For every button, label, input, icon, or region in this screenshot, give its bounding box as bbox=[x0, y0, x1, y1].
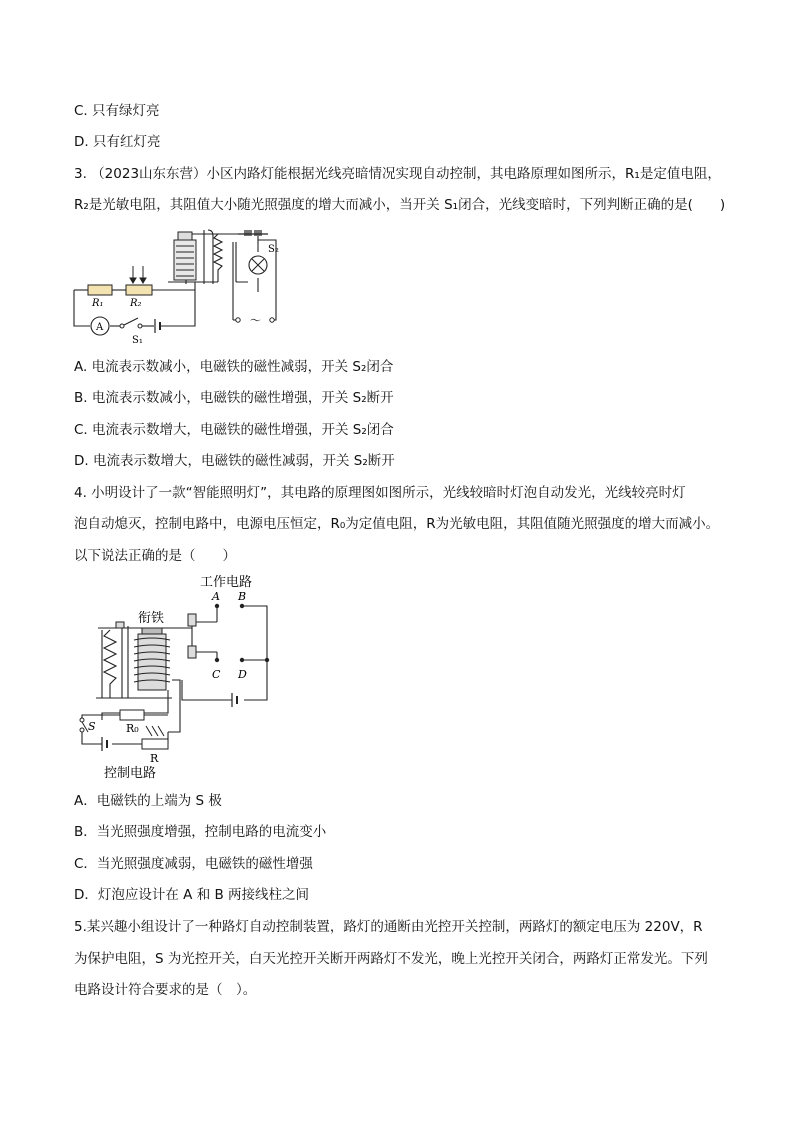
question-4-line-3: 以下说法正确的是（ ） bbox=[74, 548, 236, 564]
question-4-option-c: C．当光照强度减弱，电磁铁的磁性增强 bbox=[74, 856, 313, 872]
armature-label: 衔铁 bbox=[138, 611, 165, 626]
question-3-option-d: D. 电流表示数增大，电磁铁的磁性减弱，开关 S₂断开 bbox=[74, 453, 395, 469]
ammeter-label: A bbox=[96, 322, 104, 333]
question-3-option-b: B. 电流表示数减小，电磁铁的磁性增强，开关 S₂断开 bbox=[74, 390, 394, 406]
s2-label: S₂ bbox=[268, 244, 279, 255]
question-4-line-1: 4. 小明设计了一款“智能照明灯”，其电路的原理图如图所示，光线较暗时灯泡自动发光，光线较亮时灯 bbox=[74, 485, 686, 501]
question-5-line-1: 5.某兴趣小组设计了一种路灯自动控制装置，路灯的通断由光控开关控制，两路灯的额定电压为 220V，R bbox=[74, 919, 703, 935]
switch-s-label: S bbox=[88, 720, 96, 733]
question-3-line-2: R₂是光敏电阻，其阻值大小随光照强度的增大而减小，当开关 S₁闭合，光线变暗时，下列判断正确的是( ) bbox=[74, 197, 726, 213]
question-4-option-a: A．电磁铁的上端为 S 极 bbox=[74, 793, 222, 809]
option-d-previous: D. 只有红灯亮 bbox=[74, 134, 161, 150]
terminal-a-label: A bbox=[212, 590, 220, 603]
terminal-b-label: B bbox=[238, 590, 247, 603]
question-5-line-2: 为保护电阻，S 为光控开关，白天光控开关断开两路灯不发光，晚上光控开关闭合，两路灯正常发光。下列 bbox=[74, 951, 708, 967]
s1-label: S₁ bbox=[132, 335, 143, 346]
r2-label: R₂ bbox=[130, 298, 142, 309]
question-4-option-b: B．当光照强度增强，控制电路的电流变小 bbox=[74, 824, 327, 840]
ac-source-label: ～ bbox=[250, 314, 261, 327]
work-circuit-label: 工作电路 bbox=[200, 575, 253, 590]
terminal-c-label: C bbox=[212, 668, 221, 681]
terminal-d-label: D bbox=[238, 668, 247, 681]
question-3-option-a: A. 电流表示数减小，电磁铁的磁性减弱，开关 S₂闭合 bbox=[74, 359, 394, 375]
question-5-line-3: 电路设计符合要求的是（ ）。 bbox=[74, 982, 257, 998]
question-3-line-1: 3. （2023山东东营）小区内路灯能根据光线亮暗情况实现自动控制，其电路原理如图所示，R₁是定值电阻， bbox=[74, 166, 721, 182]
r1-label: R₁ bbox=[92, 298, 104, 309]
question-4-line-2: 泡自动熄灭，控制电路中，电源电压恒定，R₀为定值电阻，R为光敏电阻，其阻值随光照强度的增大而减小。 bbox=[74, 516, 720, 532]
control-circuit-label: 控制电路 bbox=[104, 766, 157, 781]
photoresistor-r-label: R bbox=[150, 752, 159, 765]
figure-q3-circuit bbox=[68, 222, 288, 347]
question-4-option-d: D．灯泡应设计在 A 和 B 两接线柱之间 bbox=[74, 887, 310, 903]
r0-label: R₀ bbox=[126, 722, 139, 735]
figure-q4-circuit bbox=[72, 570, 282, 782]
question-3-option-c: C. 电流表示数增大，电磁铁的磁性增强，开关 S₂闭合 bbox=[74, 422, 394, 438]
option-c-previous: C. 只有绿灯亮 bbox=[74, 103, 160, 119]
